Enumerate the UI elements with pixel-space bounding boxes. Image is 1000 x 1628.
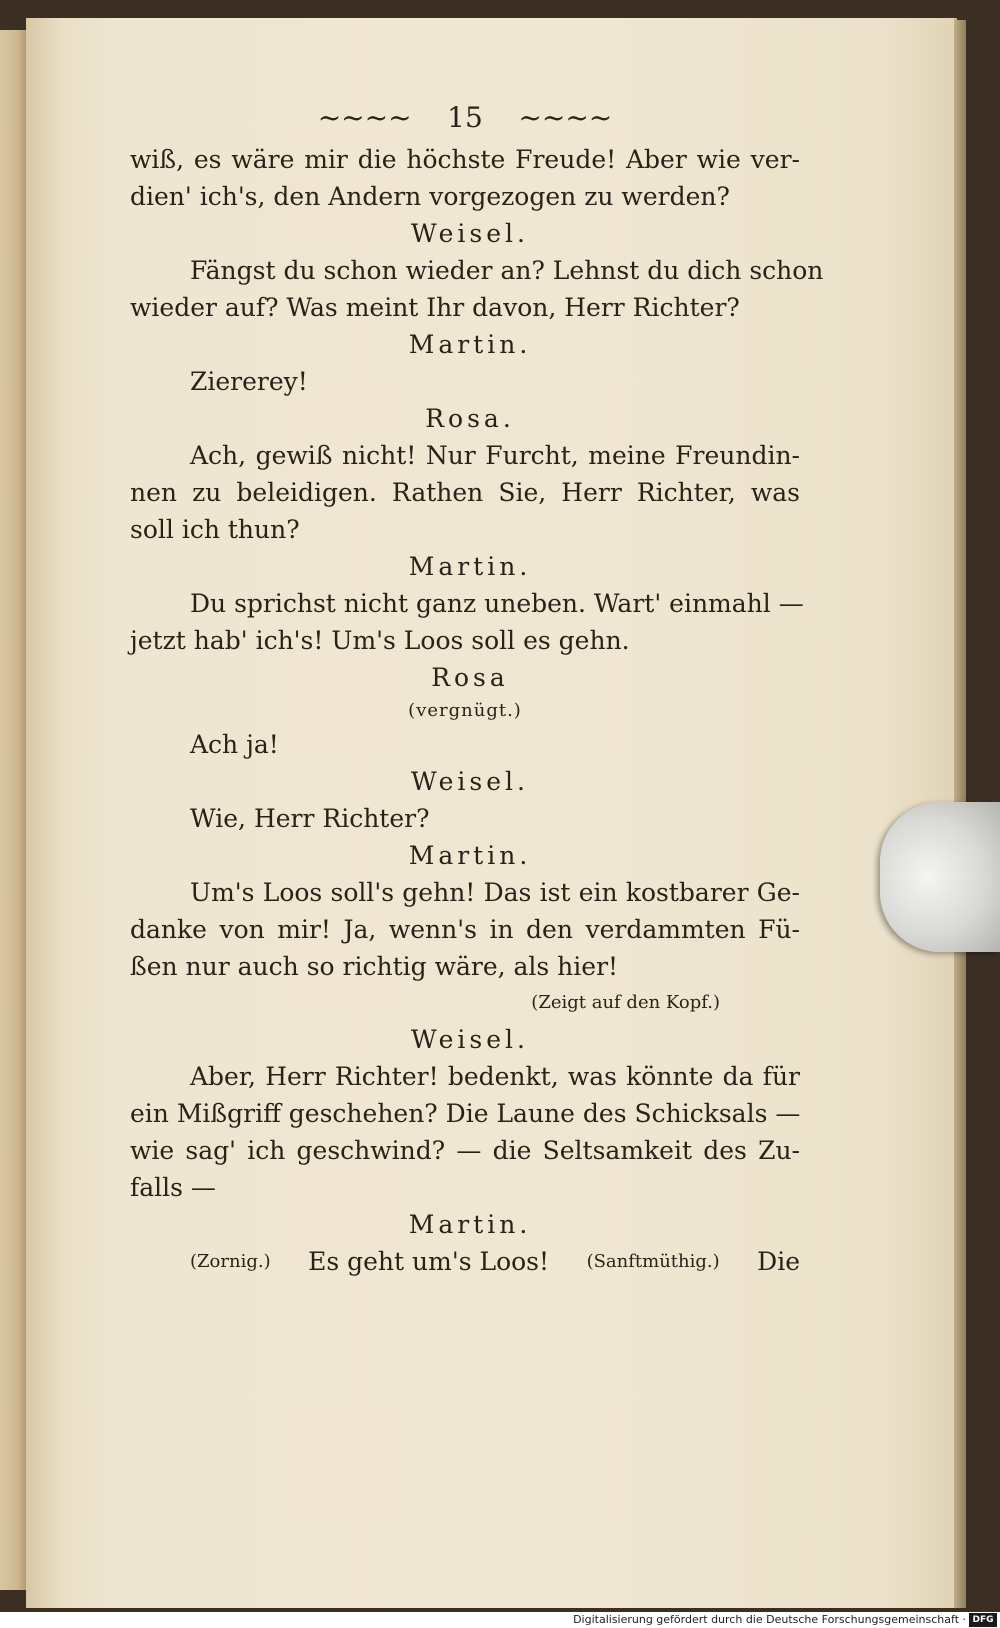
text-line: Aber, Herr Richter! bedenkt, was könnte da für (190, 1062, 800, 1091)
text-line: Ach, gewiß nicht! Nur Furcht, meine Freundin- (190, 441, 800, 470)
text-segment: Es geht um's Loos! (308, 1247, 550, 1276)
speaker-name: Martin. (408, 841, 532, 870)
speaker-name: Rosa (431, 663, 509, 692)
speaker-name: Martin. (408, 330, 532, 359)
speaker-name: Martin. (408, 1210, 532, 1239)
footer-credit (0, 1612, 1000, 1628)
stage-direction: (vergnügt.) (408, 700, 522, 721)
page-text (130, 95, 824, 1280)
stage-direction: (Zornig.) (190, 1251, 271, 1272)
speaker-name: Weisel. (410, 1025, 529, 1054)
page-header (130, 95, 800, 141)
footer-text: Digitalisierung gefördert durch die Deutsche Forschungsgemeinschaft · (573, 1613, 966, 1626)
dfg-logo: DFG (969, 1613, 997, 1627)
speaker-name: Weisel. (410, 219, 529, 248)
page-number: 15 (447, 101, 483, 134)
header-ornament-right: ~~~~ (518, 101, 613, 134)
header-ornament-left: ~~~~ (317, 101, 412, 134)
stage-direction: (Zeigt auf den Kopf.) (531, 992, 720, 1013)
text-line: wie sag' ich geschwind? — die Seltsamkeit des Zu- (130, 1136, 800, 1165)
text-line: dien' ich's, den Andern vorgezogen zu werden? (130, 182, 730, 211)
text-line: Ach ja! (190, 730, 279, 759)
text-line: Ziererey! (190, 367, 308, 396)
text-line: jetzt hab' ich's! Um's Loos soll es gehn. (130, 626, 630, 655)
page-clip (880, 802, 1000, 952)
text-line: ßen nur auch so richtig wäre, als hier! (130, 952, 619, 981)
text-line: wiß, es wäre mir die höchste Freude! Aber wie ver- (130, 145, 800, 174)
stage-direction: (Sanftmüthig.) (586, 1251, 720, 1272)
speaker-name: Martin. (408, 552, 532, 581)
catchword: Die (757, 1247, 800, 1276)
speaker-name: Rosa. (425, 404, 515, 433)
text-line: soll ich thun? (130, 515, 300, 544)
text-line: danke von mir! Ja, wenn's in den verdammten Fü- (130, 915, 800, 944)
text-line: falls — (130, 1173, 216, 1202)
text-line: nen zu beleidigen. Rathen Sie, Herr Richter, was (130, 478, 800, 507)
text-line-final (130, 1243, 800, 1280)
text-line: ein Mißgriff geschehen? Die Laune des Schicksals — (130, 1099, 801, 1128)
speaker-name: Weisel. (410, 767, 529, 796)
text-line: Fängst du schon wieder an? Lehnst du dich schon (190, 256, 824, 285)
text-line: Um's Loos soll's gehn! Das ist ein kostbarer Ge- (190, 878, 800, 907)
text-line: Wie, Herr Richter? (190, 804, 430, 833)
text-line: wieder auf? Was meint Ihr davon, Herr Richter? (130, 293, 740, 322)
text-line: Du sprichst nicht ganz uneben. Wart' einmahl — (190, 589, 804, 618)
